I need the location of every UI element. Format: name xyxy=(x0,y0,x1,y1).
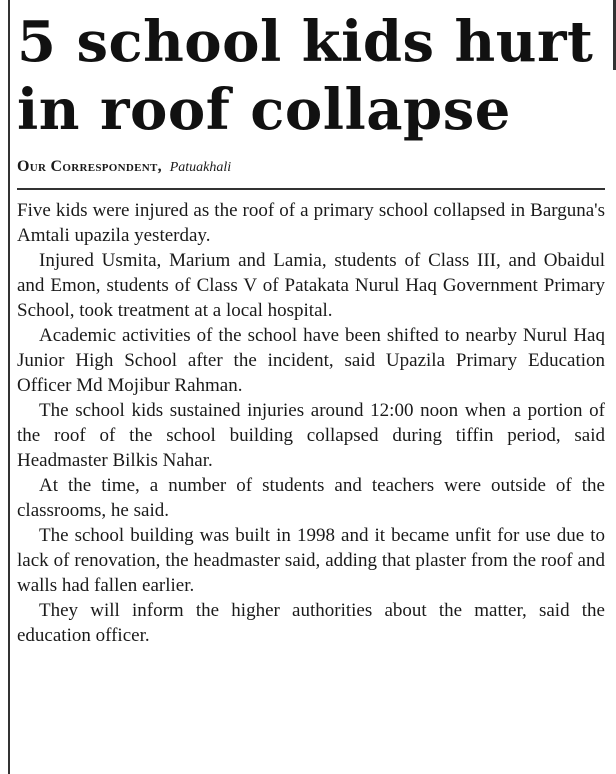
paragraph: They will inform the higher authorities about the matter, said the education officer. xyxy=(17,599,605,646)
news-article xyxy=(17,0,605,648)
byline-divider xyxy=(17,188,605,190)
paragraph: At the time, a number of students and teachers were outside of the classrooms, he said. xyxy=(17,474,605,521)
paragraph: Academic activities of the school have been shifted to nearby Nurul Haq Junior High School after the incident, said Upazila Primary Education Officer Md Mojibur Rahman. xyxy=(17,324,605,396)
paragraph: The school kids sustained injuries around 12:00 noon when a portion of the roof of the school building collapsed during tiffin period, said Headmaster Bilkis Nahar. xyxy=(17,399,605,471)
paragraph: Five kids were injured as the roof of a primary school collapsed in Barguna's Amtali upazila yesterday. xyxy=(17,199,605,246)
headline: 5 school kids hurt in roof collapse xyxy=(17,9,594,143)
column-rule-left xyxy=(8,0,10,774)
article-body xyxy=(17,198,605,648)
byline xyxy=(17,157,605,178)
byline-location: Patuakhali xyxy=(169,160,232,175)
paragraph: The school building was built in 1998 and it became unfit for use due to lack of renovation, the headmaster said, adding that plaster from the roof and walls had fallen earlier. xyxy=(17,524,605,596)
paragraph: Injured Usmita, Marium and Lamia, students of Class III, and Obaidul and Emon, students of Class V of Patakata Nurul Haq Government Primary School, took treatment at a local hospital. xyxy=(17,249,605,321)
byline-correspondent: Our Correspondent, xyxy=(17,158,162,175)
